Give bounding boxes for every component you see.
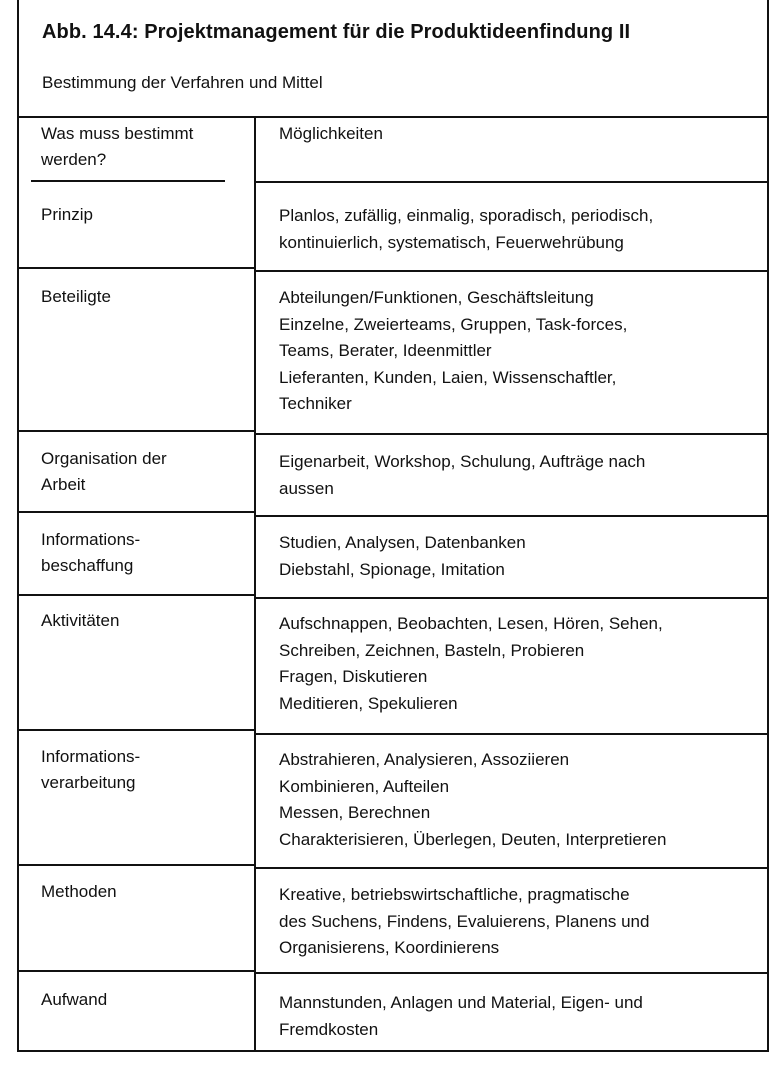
row-separator-left: [19, 267, 254, 269]
row-separator-right: [256, 733, 769, 735]
figure-header: [19, 0, 767, 118]
row-content-line: Lieferanten, Kunden, Laien, Wissenschaftler,: [279, 367, 617, 387]
row-content: [279, 990, 759, 1043]
row-separator-right: [256, 433, 769, 435]
figure-subtitle: Bestimmung der Verfahren und Mittel: [42, 73, 323, 92]
row-content-line: aussen: [279, 478, 334, 498]
row-content: [279, 203, 759, 256]
row-label-line: Aufwand: [41, 990, 108, 1009]
row-content-line: Meditieren, Spekulieren: [279, 693, 458, 713]
row-separator-right: [256, 515, 769, 517]
row-separator-left: [19, 970, 254, 972]
row-content-line: kontinuierlich, systematisch, Feuerwehrübung: [279, 232, 624, 252]
row-label: [41, 284, 241, 310]
row-separator-left: [19, 729, 254, 731]
row-label-line: beschaffung: [41, 556, 134, 575]
row-content-line: Diebstahl, Spionage, Imitation: [279, 559, 505, 579]
row-content-line: Eigenarbeit, Workshop, Schulung, Aufträge nach: [279, 452, 646, 471]
header-right-line: Möglichkeiten: [279, 124, 383, 143]
row-content: [279, 611, 759, 717]
row-content-line: Fremdkosten: [279, 1019, 379, 1039]
row-separator-left: [19, 864, 254, 866]
row-content: [279, 285, 759, 418]
row-content-line: Organisierens, Koordinierens: [279, 938, 500, 957]
row-content-line: des Suchens, Findens, Evaluierens, Planens und: [279, 911, 650, 931]
row-content-line: Techniker: [279, 394, 352, 413]
row-label-line: Aktivitäten: [41, 611, 120, 630]
row-separator-right: [256, 270, 769, 272]
row-content-line: Teams, Berater, Ideenmittler: [279, 341, 492, 360]
row-content: [279, 449, 759, 502]
header-left-line: werden?: [41, 150, 107, 169]
row-separator-left: [19, 594, 254, 596]
row-separator-right: [256, 597, 769, 599]
row-label-line: Methoden: [41, 882, 117, 901]
row-label: [41, 608, 241, 634]
row-content-line: Messen, Berechnen: [279, 803, 431, 822]
row-content: [279, 747, 759, 853]
row-content-line: Charakterisieren, Überlegen, Deuten, Interpretieren: [279, 829, 667, 849]
row-label-line: Organisation der: [41, 449, 167, 468]
row-content: [279, 882, 759, 962]
row-content-line: Abteilungen/Funktionen, Geschäftsleitung: [279, 288, 594, 307]
row-label-line: Beteiligte: [41, 287, 111, 306]
row-content-line: Abstrahieren, Analysieren, Assoziieren: [279, 750, 570, 769]
row-content-line: Einzelne, Zweierteams, Gruppen, Task-forces,: [279, 314, 628, 334]
header-right-cell: [279, 121, 759, 148]
row-separator-left: [31, 180, 225, 182]
row-label-line: Arbeit: [41, 475, 86, 494]
row-label: [41, 527, 241, 579]
row-separator-right: [256, 181, 769, 183]
row-content-line: Schreiben, Zeichnen, Basteln, Probieren: [279, 640, 585, 660]
row-content-line: Mannstunden, Anlagen und Material, Eigen- und: [279, 993, 643, 1012]
row-separator-left: [19, 511, 254, 513]
row-label-line: Informations-: [41, 530, 141, 549]
row-label: [41, 202, 241, 228]
row-content-line: Kombinieren, Aufteilen: [279, 776, 450, 796]
figure-frame: [17, 0, 769, 1052]
row-label: [41, 744, 241, 796]
header-left-line: Was muss bestimmt: [41, 124, 194, 143]
row-label: [41, 879, 241, 905]
row-content: [279, 530, 759, 583]
row-content-line: Fragen, Diskutieren: [279, 667, 428, 686]
row-label: [41, 987, 241, 1013]
row-separator-right: [256, 867, 769, 869]
row-label-line: Informations-: [41, 747, 141, 766]
row-content-line: Studien, Analysen, Datenbanken: [279, 533, 526, 552]
row-separator-left: [19, 430, 254, 432]
row-label-line: Prinzip: [41, 205, 93, 224]
row-label: [41, 446, 241, 498]
header-left-cell: [41, 121, 241, 173]
row-content-line: Planlos, zufällig, einmalig, sporadisch, periodisch,: [279, 206, 654, 225]
figure-title: Abb. 14.4: Projektmanagement für die Produktideenfindung II: [42, 21, 631, 43]
column-divider: [254, 118, 256, 1050]
row-content-line: Kreative, betriebswirtschaftliche, pragmatische: [279, 885, 630, 904]
row-content-line: Aufschnappen, Beobachten, Lesen, Hören, Sehen,: [279, 614, 663, 633]
row-label-line: verarbeitung: [41, 773, 136, 792]
row-separator-right: [256, 972, 769, 974]
